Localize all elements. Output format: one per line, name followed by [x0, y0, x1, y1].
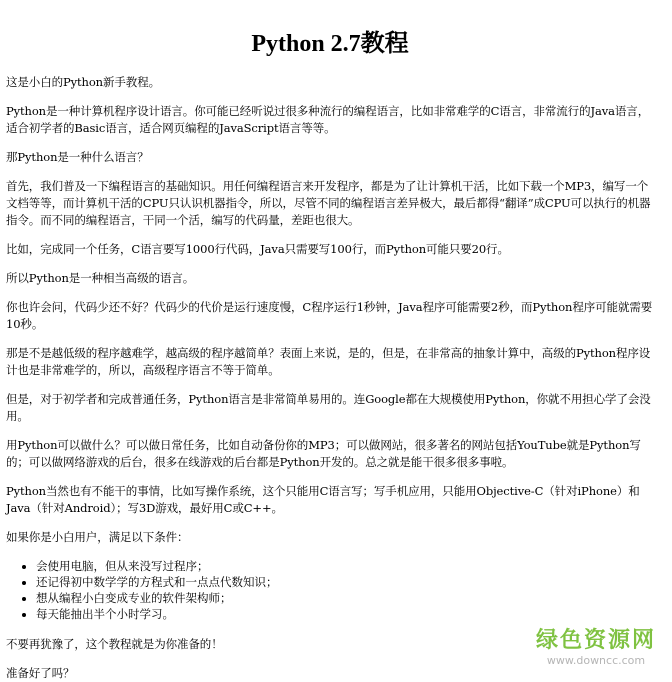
- list-item: • 还记得初中数学学的方程式和一点点代数知识；: [36, 574, 654, 590]
- paragraph-easy-to-use: 但是，对于初学者和完成普通任务，Python语言是非常简单易用的。连Google都在大规模使用Python，你就不用担心学了会没用。: [6, 392, 651, 423]
- paragraph-encouragement: 不要再犹豫了，这个教程就是为你准备的！: [6, 637, 223, 651]
- intro-paragraph: 这是小白的Python新手教程。: [6, 75, 160, 89]
- paragraph-ready: 准备好了吗？: [6, 666, 75, 680]
- watermark-name: 绿色资源网: [535, 628, 656, 653]
- site-watermark: [528, 628, 664, 668]
- paragraph-conditions-intro: 如果你是小白用户，满足以下条件：: [6, 530, 189, 544]
- paragraph-what-is-python: Python是一种计算机程序设计语言。你可能已经听说过很多种流行的编程语言，比如非常难学的C语言，非常流行的Java语言，适合初学者的Basic语言，适合网页编程的JavaScript语言等等。: [6, 104, 650, 135]
- paragraph-uses: 用Python可以做什么？可以做日常任务，比如自动备份你的MP3；可以做网站，很多著名的网站包括YouTube就是Python写的；可以做网络游戏的后台，很多在线游戏的后台都是Python开发的。总之就是能干很多很多事啦。: [6, 438, 641, 469]
- paragraph-comparison: 比如，完成同一个任务，C语言要写1000行代码，Java只需要写100行，而Python可能只要20行。: [6, 242, 509, 256]
- paragraph-question: 那Python是一种什么语言？: [6, 150, 149, 164]
- paragraph-speed: 你也许会问，代码少还不好？代码少的代价是运行速度慢，C程序运行1秒钟，Java程序可能需要2秒，而Python程序可能就需要10秒。: [6, 300, 653, 331]
- watermark-url: www.downcc.com: [546, 654, 646, 667]
- conditions-list: [6, 558, 654, 622]
- paragraph-high-level: 所以Python是一种相当高级的语言。: [6, 271, 195, 285]
- page-title: Python 2.7教程: [251, 31, 409, 57]
- list-item: • 每天能抽出半个小时学习。: [36, 606, 654, 622]
- list-item: • 想从编程小白变成专业的软件架构师；: [36, 590, 654, 606]
- list-item: • 会使用电脑，但从来没写过程序；: [36, 558, 654, 574]
- paragraph-difficulty: 那是不是越低级的程序越难学，越高级的程序越简单？表面上来说，是的，但是，在非常高的抽象计算中，高级的Python程序设计也是非常难学的，所以，高级程序语言不等于简单。: [6, 346, 651, 377]
- paragraph-limitations: Python当然也有不能干的事情，比如写操作系统，这个只能用C语言写；写手机应用，只能用Objective-C（针对iPhone）和Java（针对Android）；写3D游戏，最好用C或C++。: [6, 484, 640, 515]
- paragraph-basics: 首先，我们普及一下编程语言的基础知识。用任何编程语言来开发程序，都是为了让计算机干活，比如下载一个MP3，编写一个文档等等，而计算机干活的CPU只认识机器指令，所以，尽管不同的编程语言差异极大，最后都得“翻译”成CPU可以执行的机器指令。而不同的编程语言，干同一个活，编写的代码量，差距也很大。: [6, 179, 651, 227]
